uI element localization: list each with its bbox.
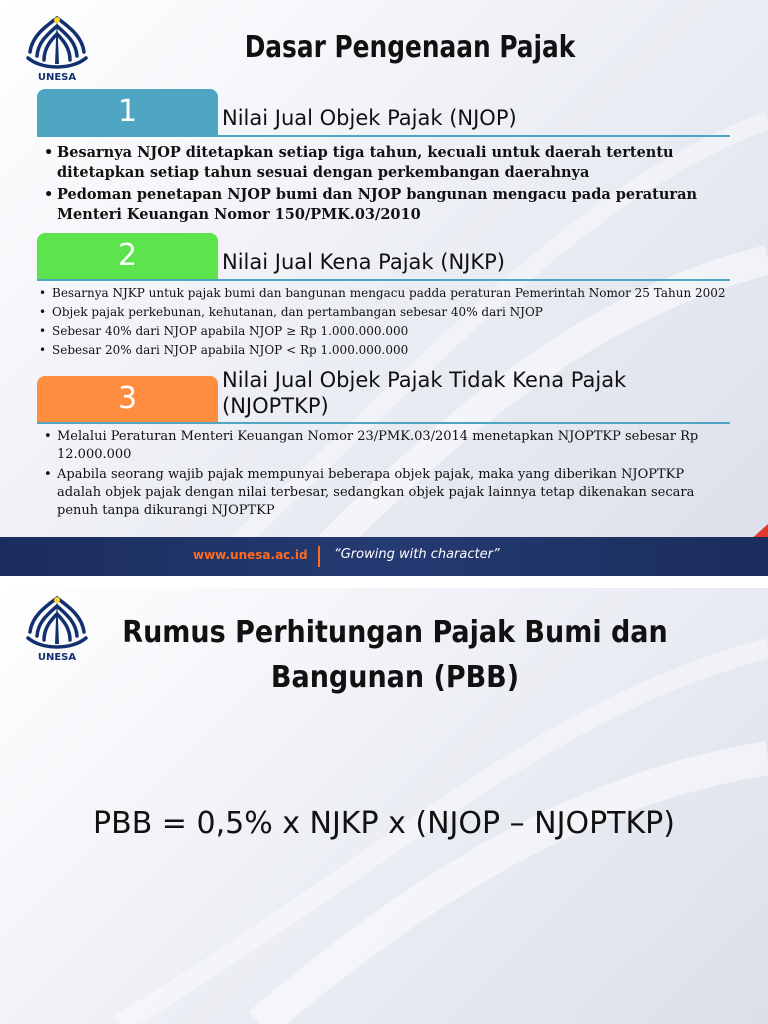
unesa-logo bbox=[22, 592, 92, 667]
unesa-emblem-icon bbox=[22, 12, 92, 74]
list-item: • Objek pajak perkebunan, kehutanan, dan pertambangan sebesar 40% dari NJOP bbox=[37, 304, 732, 320]
footer-url-link[interactable]: www.unesa.ac.id bbox=[193, 548, 308, 562]
njoptkp-bullet-list bbox=[42, 428, 732, 522]
unesa-emblem-icon bbox=[22, 592, 92, 654]
njop-bullet-list bbox=[42, 143, 732, 227]
list-item: • Sebesar 20% dari NJOP apabila NJOP < Rp 1.000.000.000 bbox=[37, 342, 732, 358]
section-divider-2 bbox=[37, 279, 730, 281]
section-number-2: 2 bbox=[37, 233, 218, 279]
logo-text: UNESA bbox=[37, 72, 77, 83]
list-item: • Sebesar 40% dari NJOP apabila NJOP ≥ Rp 1.000.000.000 bbox=[37, 323, 732, 339]
footer-tagline: “Growing with character” bbox=[334, 547, 500, 562]
list-item: • Pedoman penetapan NJOP bumi dan NJOP bangunan mengacu pada peraturan Menteri Keuangan Nomor 150/PMK.03/2010 bbox=[42, 185, 732, 225]
footer-separator bbox=[318, 546, 320, 567]
list-item: • Melalui Peraturan Menteri Keuangan Nomor 23/PMK.03/2014 menetapkan NJOPTKP sebesar Rp 12.000.000 bbox=[42, 428, 732, 464]
logo-text: UNESA bbox=[37, 652, 77, 663]
section-heading-njkp: Nilai Jual Kena Pajak (NJKP) bbox=[222, 250, 505, 274]
section-divider-3 bbox=[37, 422, 730, 424]
section-divider-1 bbox=[37, 135, 730, 137]
section-number-1: 1 bbox=[37, 89, 218, 135]
footer-bar bbox=[0, 537, 768, 576]
section-number-3: 3 bbox=[37, 376, 218, 422]
slide-title: Dasar Pengenaan Pajak bbox=[244, 30, 576, 65]
section-heading-njop: Nilai Jual Objek Pajak (NJOP) bbox=[222, 106, 517, 130]
slide-rumus-pbb bbox=[0, 588, 768, 1024]
list-item: • Besarnya NJOP ditetapkan setiap tiga tahun, kecuali untuk daerah tertentu ditetapkan setiap tahun sesuai dengan perkembangan daerahnya bbox=[42, 143, 732, 183]
list-item: • Apabila seorang wajib pajak mempunyai beberapa objek pajak, maka yang diberikan NJOPTKP adalah objek pajak dengan nilai terbesar, sedangkan objek pajak lainnya tetap dikenakan secara penuh tanpa dikurangi NJOPTKP bbox=[42, 466, 732, 520]
list-item: • Besarnya NJKP untuk pajak bumi dan bangunan mengacu padda peraturan Pemerintah Nomor 25 Tahun 2002 bbox=[37, 285, 732, 301]
njkp-bullet-list bbox=[37, 285, 732, 361]
unesa-logo bbox=[22, 12, 92, 87]
slide-title: Rumus Perhitungan Pajak Bumi dan Bangunan (PBB) bbox=[122, 615, 668, 695]
pbb-formula: PBB = 0,5% x NJKP x (NJOP – NJOPTKP) bbox=[93, 806, 675, 841]
section-heading-njoptkp: Nilai Jual Objek Pajak Tidak Kena Pajak (NJOPTKP) bbox=[222, 368, 627, 418]
